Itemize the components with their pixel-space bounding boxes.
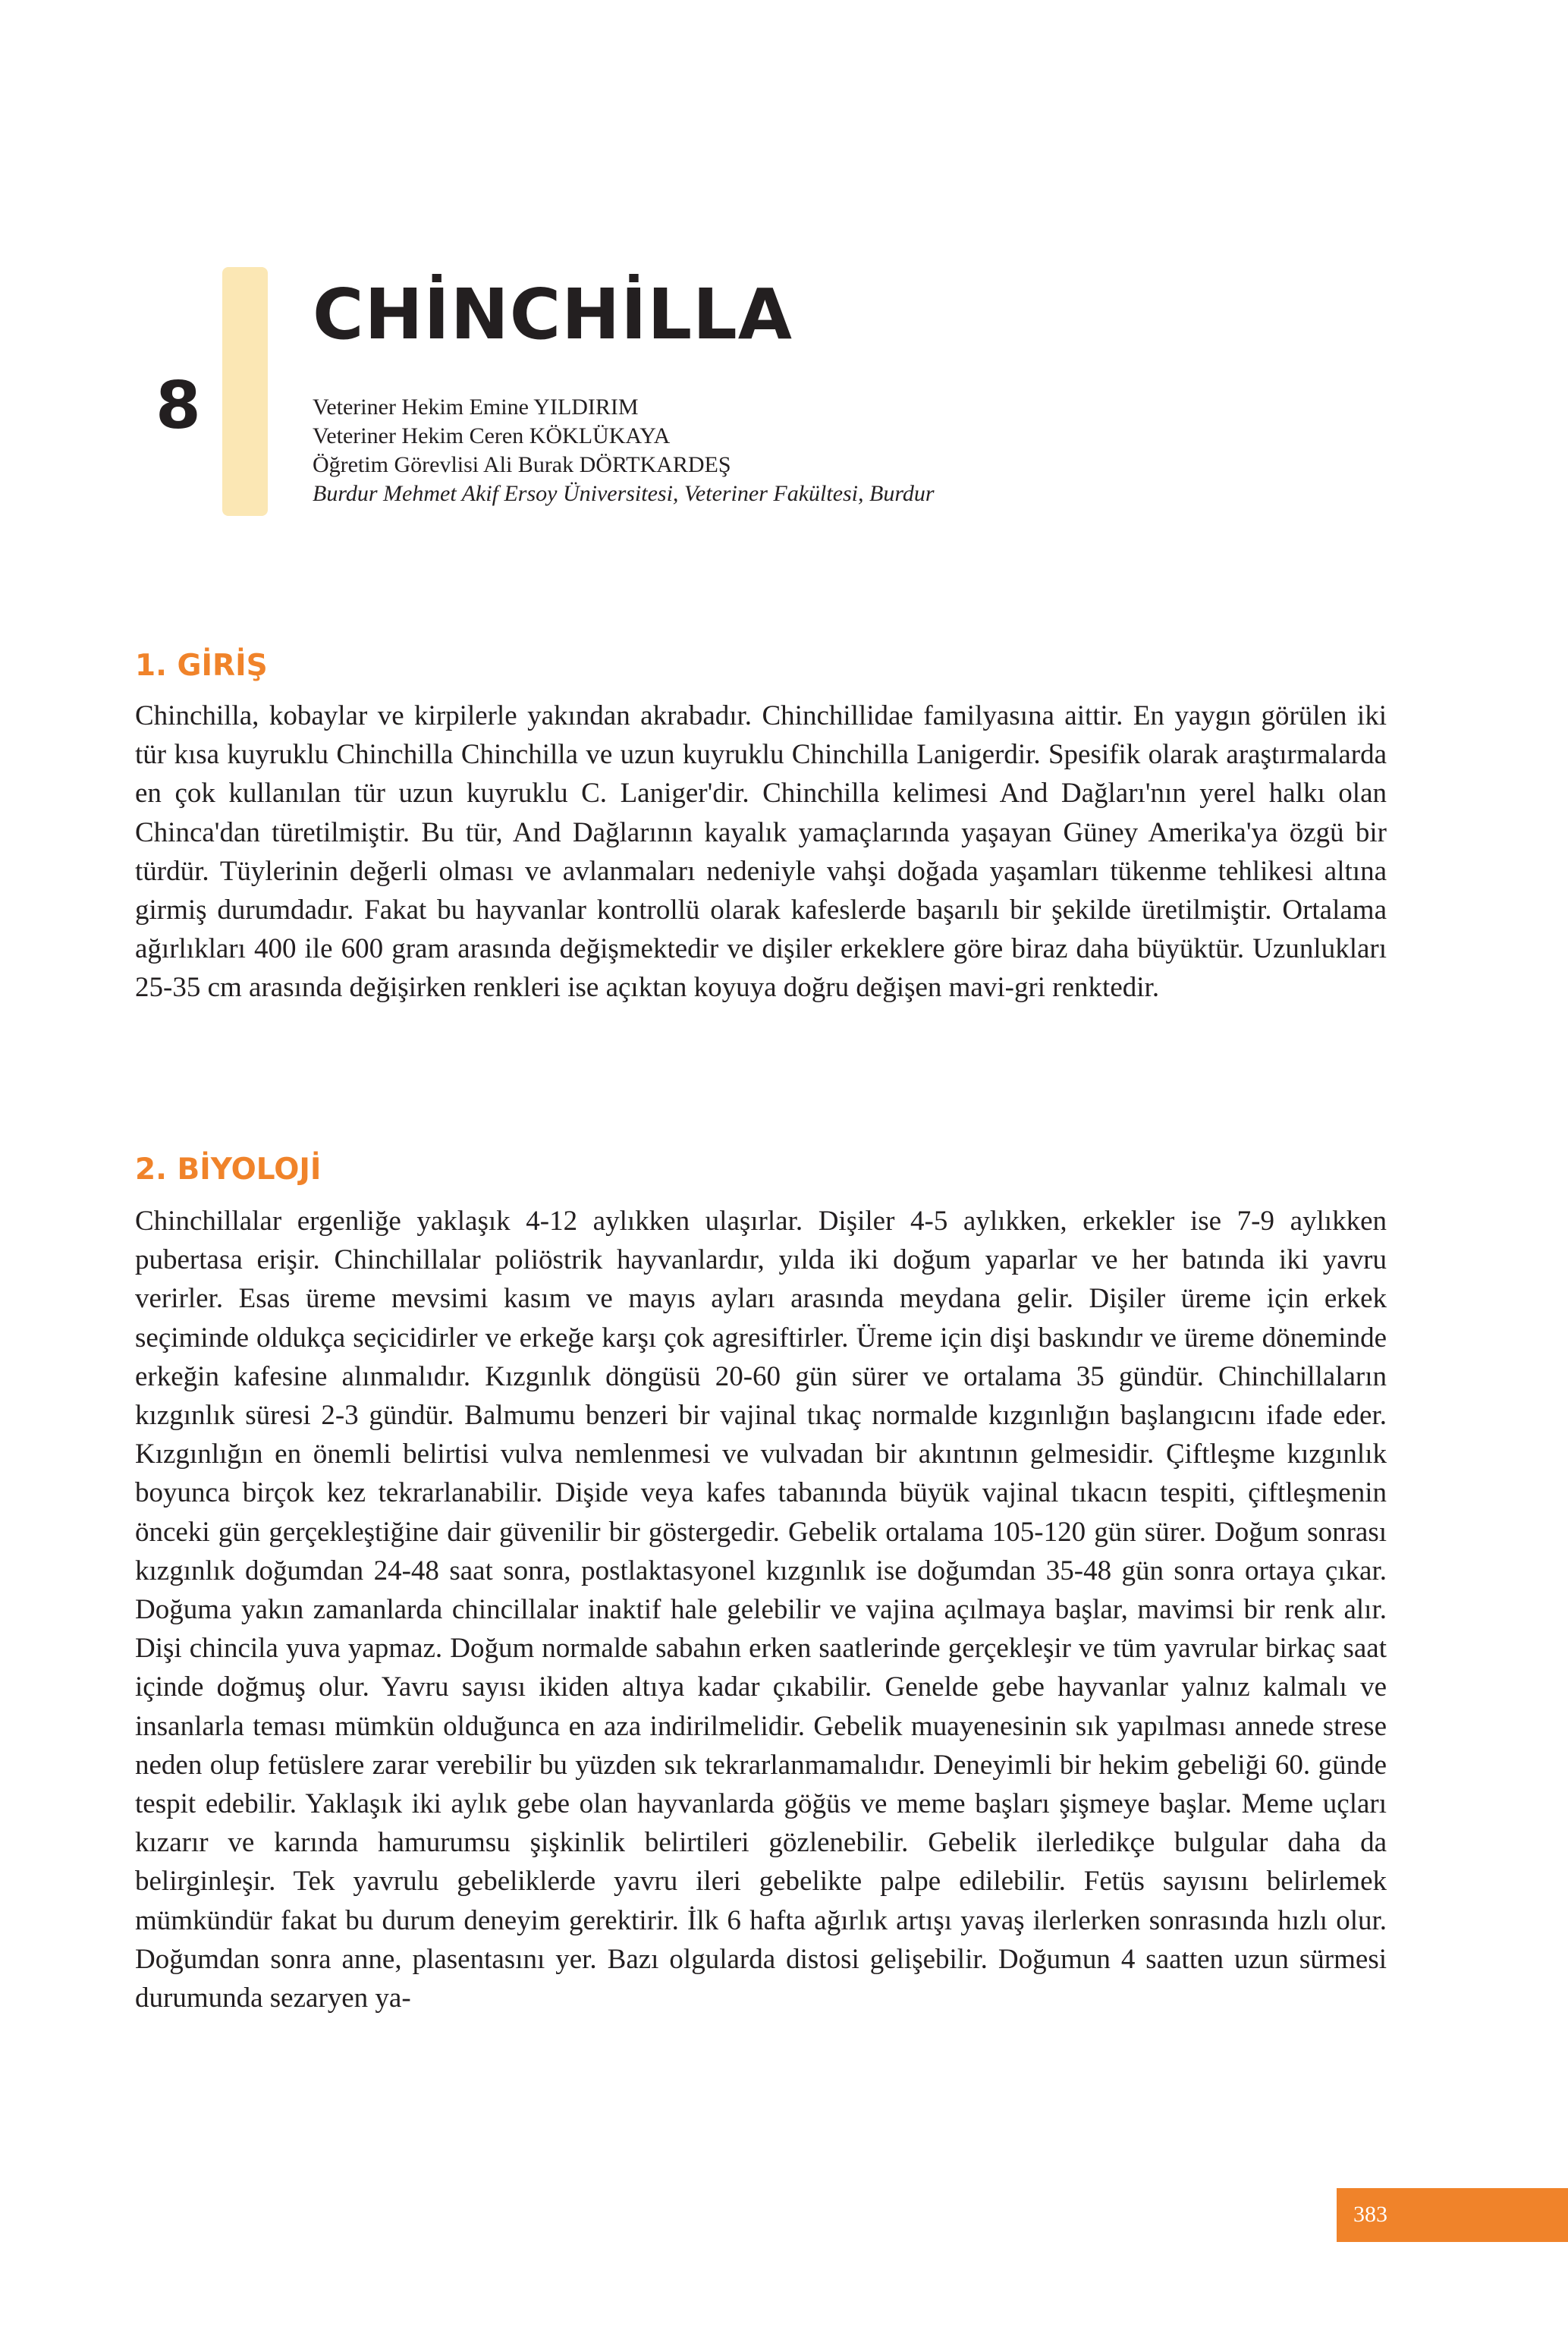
author-affiliation: Burdur Mehmet Akif Ersoy Üniversitesi, Veteriner Fakültesi, Burdur xyxy=(313,481,935,506)
section-paragraph-giris: Chinchilla, kobaylar ve kirpilerle yakından akrabadır. Chinchillidae familyasına aittir. En yaygın görülen iki tür kısa kuyruklu Chinchilla Chinchilla ve uzun kuyruklu Chinchilla Lanigerdir. Spesifik olarak araştırmalarda en çok kullanılan tür uzun kuyruklu C. Laniger'dir. Chinchilla kelimesi And Dağları'nın yerel halkı olan Chinca'dan türetilmiştir. Bu tür, And Dağlarının kayalık yamaçlarında yaşayan Güney Amerika'ya özgü bir türdür. Tüylerinin değerli olması ve avlanmaları nedeniyle vahşi doğada yaşamları tükenme tehlikesi altına girmiş durumdadır. Fakat bu hayvanlar kontrollü olarak kafeslerde başarılı bir şekilde üretilmiştir. Ortalama ağırlıkları 400 ile 600 gram arasında değişmektedir ve dişiler erkeklere göre biraz daha büyüktür. Uzunlukları 25-35 cm arasında değişirken renkleri ise açıktan koyuya doğru değişen mavi-gri renktedir. xyxy=(135,700,1387,1004)
author-3: Öğretim Görevlisi Ali Burak DÖRTKARDEŞ xyxy=(313,452,731,477)
page-number: 383 xyxy=(1353,2202,1387,2227)
author-1: Veteriner Hekim Emine YILDIRIM xyxy=(313,395,639,420)
author-block xyxy=(313,393,935,508)
author-2: Veteriner Hekim Ceren KÖKLÜKAYA xyxy=(313,423,671,448)
page-number-box xyxy=(1337,2188,1568,2242)
section-heading-biyoloji: 2. BİYOLOJİ xyxy=(135,1152,322,1187)
chapter-title: CHİNCHİLLA xyxy=(313,274,793,355)
chapter-number: 8 xyxy=(156,368,201,444)
section-heading-giris: 1. GİRİŞ xyxy=(135,649,268,683)
section-paragraph-biyoloji: Chinchillalar ergenliğe yaklaşık 4-12 aylıkken ulaşırlar. Dişiler 4-5 aylıkken, erkekler ise 7-9 aylıkken pubertasa erişir. Chinchillalar poliöstrik hayvanlardır, yılda iki doğum yaparlar ve her batında iki yavru verirler. Esas üreme mevsimi kasım ve mayıs ayları arasında meydana gelir. Dişiler üreme için erkek seçiminde oldukça seçicidirler ve erkeğe karşı çok agresiftirler. Üreme için dişi baskındır ve üreme döneminde erkeğin kafesine alınmalıdır. Kızgınlık döngüsü 20-60 gün sürer ve ortalama 35 gündür. Chinchillaların kızgınlık süresi 2-3 gündür. Balmumu benzeri bir vajinal tıkaç normalde kızgınlığın başlangıcını ifade eder. Kızgınlığın en önemli belirtisi vulva nemlenmesi ve vulvadan bir akıntının gelmesidir. Çiftleşme kızgınlık boyunca birçok kez tekrarlanabilir. Dişide veya kafes tabanında büyük vajinal tıkacın tespiti, çiftleşmenin önceki gün gerçekleştiğine dair güvenilir bir göstergedir. Gebelik ortalama 105-120 gün sürer. Doğum sonrası kızgınlık doğumdan 24-48 saat sonra, postlaktasyonel kızgınlık ise doğumdan 35-48 gün sonra ortaya çıkar. Doğuma yakın zamanlarda chincillalar inaktif hale gelebilir ve vajina açılmaya başlar, mavimsi bir renk alır. Dişi chincila yuva yapmaz. Doğum normalde sabahın erken saatlerinde gerçekleşir ve tüm yavrular birkaç saat içinde doğmuş olur. Yavru sayısı ikiden altıya kadar çıkabilir. Genelde gebe hayvanlar yalnız kalmalı ve insanlarla teması mümkün olduğunca en aza indirilmelidir. Gebelik muayenesinin sık yapılması annede strese neden olup fetüslere zarar verebilir bu yüzden sık tekrarlanmamalıdır. Deneyimli bir hekim gebeliği 60. günde tespit edebilir. Yaklaşık iki aylık gebe olan hayvanlarda göğüs ve meme başları şişmeye başlar. Meme uçları kızarır ve karında hamurumsu şişkinlik belirtileri gözlenebilir. Gebelik ilerledikçe bulgular daha da belirginleşir. Tek yavrulu gebeliklerde yavru ileri gebelikte palpe edilebilir. Fetüs sayısını belirlemek mümkündür fakat bu durum deneyim gerektirir. İlk 6 hafta ağırlık artışı yavaş ilerlerken sonrasında hızlı olur. Doğumdan sonra anne, plasentasını yer. Bazı olgularda distosi gelişebilir. Doğumun 4 saatten uzun sürmesi durumunda sezaryen ya- xyxy=(135,1206,1387,2014)
chapter-accent-bar xyxy=(222,267,268,516)
